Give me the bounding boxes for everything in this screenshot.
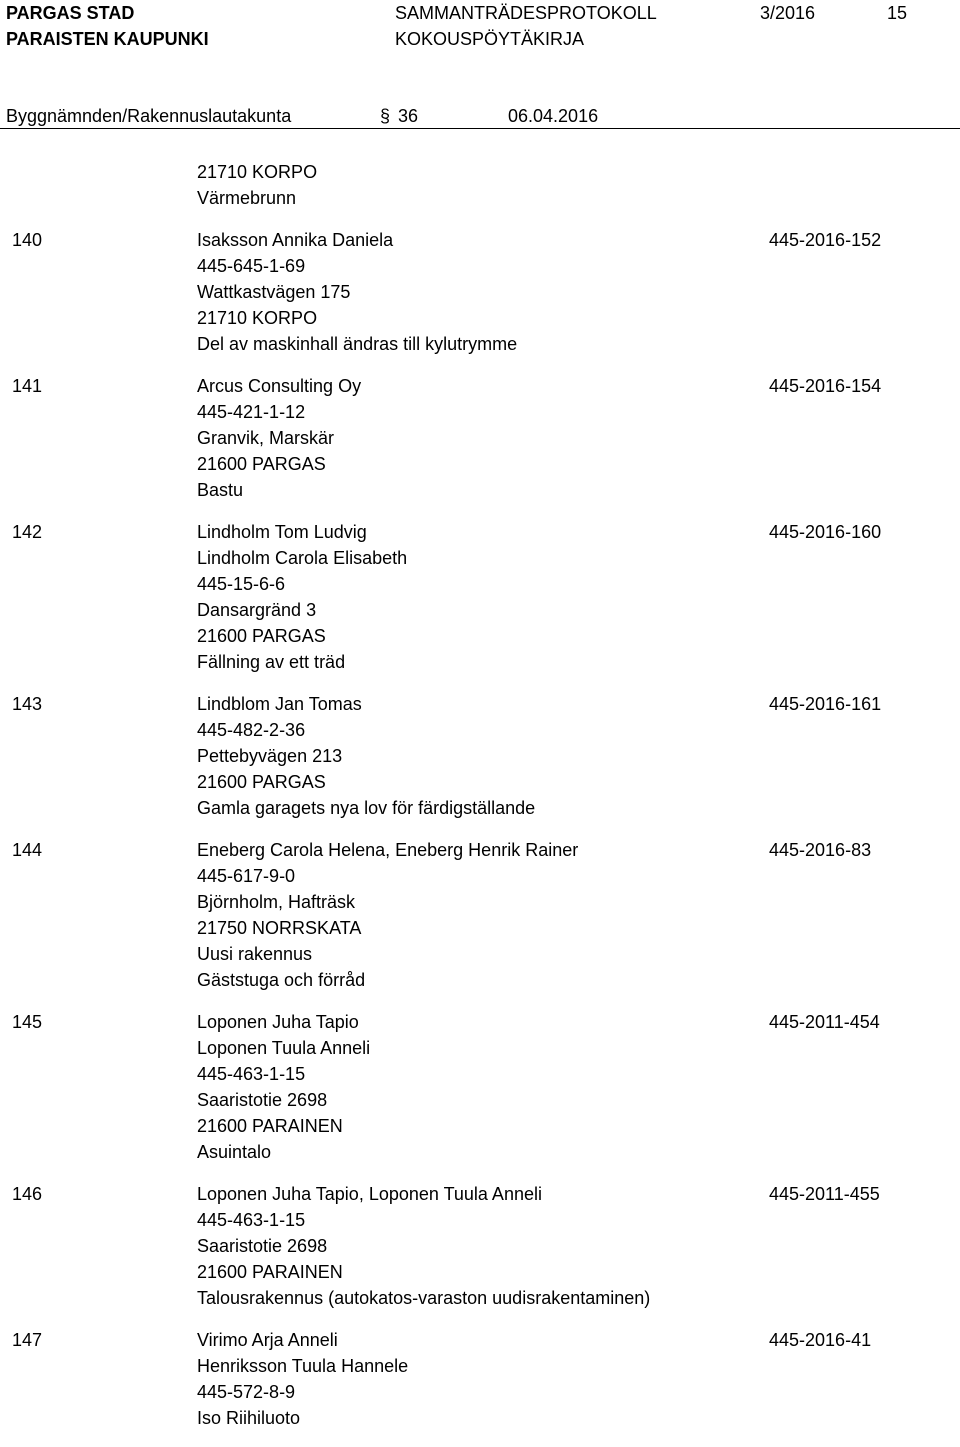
entry-line: Gäststuga och förråd bbox=[197, 970, 366, 990]
entry-line: Björnholm, Hafträsk bbox=[197, 892, 356, 912]
entry-line: Iso Riihiluoto bbox=[197, 1408, 301, 1428]
entry-number: 147 bbox=[12, 1330, 43, 1350]
case-reference: 445-2016-161 bbox=[769, 694, 882, 714]
permit-entry bbox=[0, 837, 960, 993]
entry-line: 21600 PARGAS bbox=[197, 454, 326, 474]
entry-line: Pettebyvägen 213 bbox=[197, 746, 343, 766]
entry-line: Loponen Juha Tapio bbox=[197, 1012, 359, 1032]
entry-line: Talousrakennus (autokatos-varaston uudisrakentaminen) bbox=[197, 1288, 651, 1308]
entry-number: 145 bbox=[12, 1012, 43, 1032]
entry-line: Lindblom Jan Tomas bbox=[197, 694, 362, 714]
entry-number: 144 bbox=[12, 840, 43, 860]
entry-line: Loponen Tuula Anneli bbox=[197, 1038, 371, 1058]
case-reference: 445-2016-160 bbox=[769, 522, 882, 542]
entry-line: 445-463-1-15 bbox=[197, 1210, 306, 1230]
section-number: 36 bbox=[398, 106, 419, 126]
entry-line: Lindholm Carola Elisabeth bbox=[197, 548, 408, 568]
entry-number: 140 bbox=[12, 230, 43, 250]
entry-line: Eneberg Carola Helena, Eneberg Henrik Rainer bbox=[197, 840, 579, 860]
org-name-fi: PARAISTEN KAUPUNKI bbox=[6, 29, 209, 49]
permit-entry bbox=[0, 519, 960, 675]
document-type-sv: SAMMANTRÄDESPROTOKOLL bbox=[395, 3, 657, 23]
entry-line: 445-617-9-0 bbox=[197, 866, 296, 886]
committee-name: Byggnämnden/Rakennuslautakunta bbox=[6, 106, 292, 126]
continued-entry-lines bbox=[197, 159, 960, 211]
case-reference: 445-2011-454 bbox=[769, 1012, 880, 1032]
entry-line: 21600 PARGAS bbox=[197, 626, 326, 646]
entry-line: Virimo Arja Anneli bbox=[197, 1330, 338, 1350]
permit-entry bbox=[0, 227, 960, 357]
entry-line: 21710 KORPO bbox=[197, 308, 318, 328]
entry-line: Saaristotie 2698 bbox=[197, 1236, 328, 1256]
meeting-date: 06.04.2016 bbox=[508, 106, 599, 126]
entry-line: Henriksson Tuula Hannele bbox=[197, 1356, 409, 1376]
entry-list bbox=[0, 227, 960, 1431]
entry-line: Del av maskinhall ändras till kylutrymme bbox=[197, 334, 518, 354]
entry-line: 445-15-6-6 bbox=[197, 574, 286, 594]
case-reference: 445-2016-152 bbox=[769, 230, 882, 250]
entry-line: Asuintalo bbox=[197, 1142, 272, 1162]
entry-line: 21600 PARAINEN bbox=[197, 1116, 343, 1136]
entry-line: Arcus Consulting Oy bbox=[197, 376, 362, 396]
case-reference: 445-2016-41 bbox=[769, 1330, 872, 1350]
case-reference: 445-2011-455 bbox=[769, 1184, 880, 1204]
entry-line: Uusi rakennus bbox=[197, 944, 313, 964]
entry-line: 21600 PARGAS bbox=[197, 772, 326, 792]
page-number: 15 bbox=[887, 3, 908, 23]
entry-line: 445-645-1-69 bbox=[197, 256, 306, 276]
permit-list bbox=[0, 159, 960, 1447]
entry-line: Isaksson Annika Daniela bbox=[197, 230, 394, 250]
entry-line: 21710 KORPO bbox=[197, 162, 318, 182]
entry-line: Dansargränd 3 bbox=[197, 600, 317, 620]
case-reference: 445-2016-83 bbox=[769, 840, 872, 860]
entry-line: 21600 PARAINEN bbox=[197, 1262, 343, 1282]
org-name-sv: PARGAS STAD bbox=[6, 3, 135, 23]
issue-number: 3/2016 bbox=[760, 3, 816, 23]
entry-number: 146 bbox=[12, 1184, 43, 1204]
entry-number: 141 bbox=[12, 376, 43, 396]
page-header bbox=[0, 0, 960, 130]
entry-line: Fällning av ett träd bbox=[197, 652, 346, 672]
entry-line: Lindholm Tom Ludvig bbox=[197, 522, 367, 542]
entry-line: 445-572-8-9 bbox=[197, 1382, 296, 1402]
entry-line: 21750 NORRSKATA bbox=[197, 918, 362, 938]
entry-line: Loponen Juha Tapio, Loponen Tuula Anneli bbox=[197, 1184, 542, 1204]
entry-line: Gamla garagets nya lov för färdigställande bbox=[197, 798, 536, 818]
permit-entry bbox=[0, 1009, 960, 1165]
permit-entry bbox=[0, 691, 960, 821]
entry-line: 445-482-2-36 bbox=[197, 720, 306, 740]
case-reference: 445-2016-154 bbox=[769, 376, 882, 396]
entry-line: Wattkastvägen 175 bbox=[197, 282, 351, 302]
header-divider bbox=[0, 128, 960, 129]
entry-line: 445-463-1-15 bbox=[197, 1064, 306, 1084]
entry-line: 445-421-1-12 bbox=[197, 402, 306, 422]
entry-number: 142 bbox=[12, 522, 43, 542]
entry-line: Bastu bbox=[197, 480, 244, 500]
permit-entry bbox=[0, 1181, 960, 1311]
section-symbol: § bbox=[380, 106, 391, 126]
entry-line: Saaristotie 2698 bbox=[197, 1090, 328, 1110]
document-type-fi: KOKOUSPÖYTÄKIRJA bbox=[395, 29, 585, 49]
entry-line: Värmebrunn bbox=[197, 188, 297, 208]
permit-entry bbox=[0, 1327, 960, 1431]
continued-entry bbox=[0, 159, 960, 211]
permit-entry bbox=[0, 373, 960, 503]
entry-number: 143 bbox=[12, 694, 43, 714]
entry-line: Granvik, Marskär bbox=[197, 428, 335, 448]
